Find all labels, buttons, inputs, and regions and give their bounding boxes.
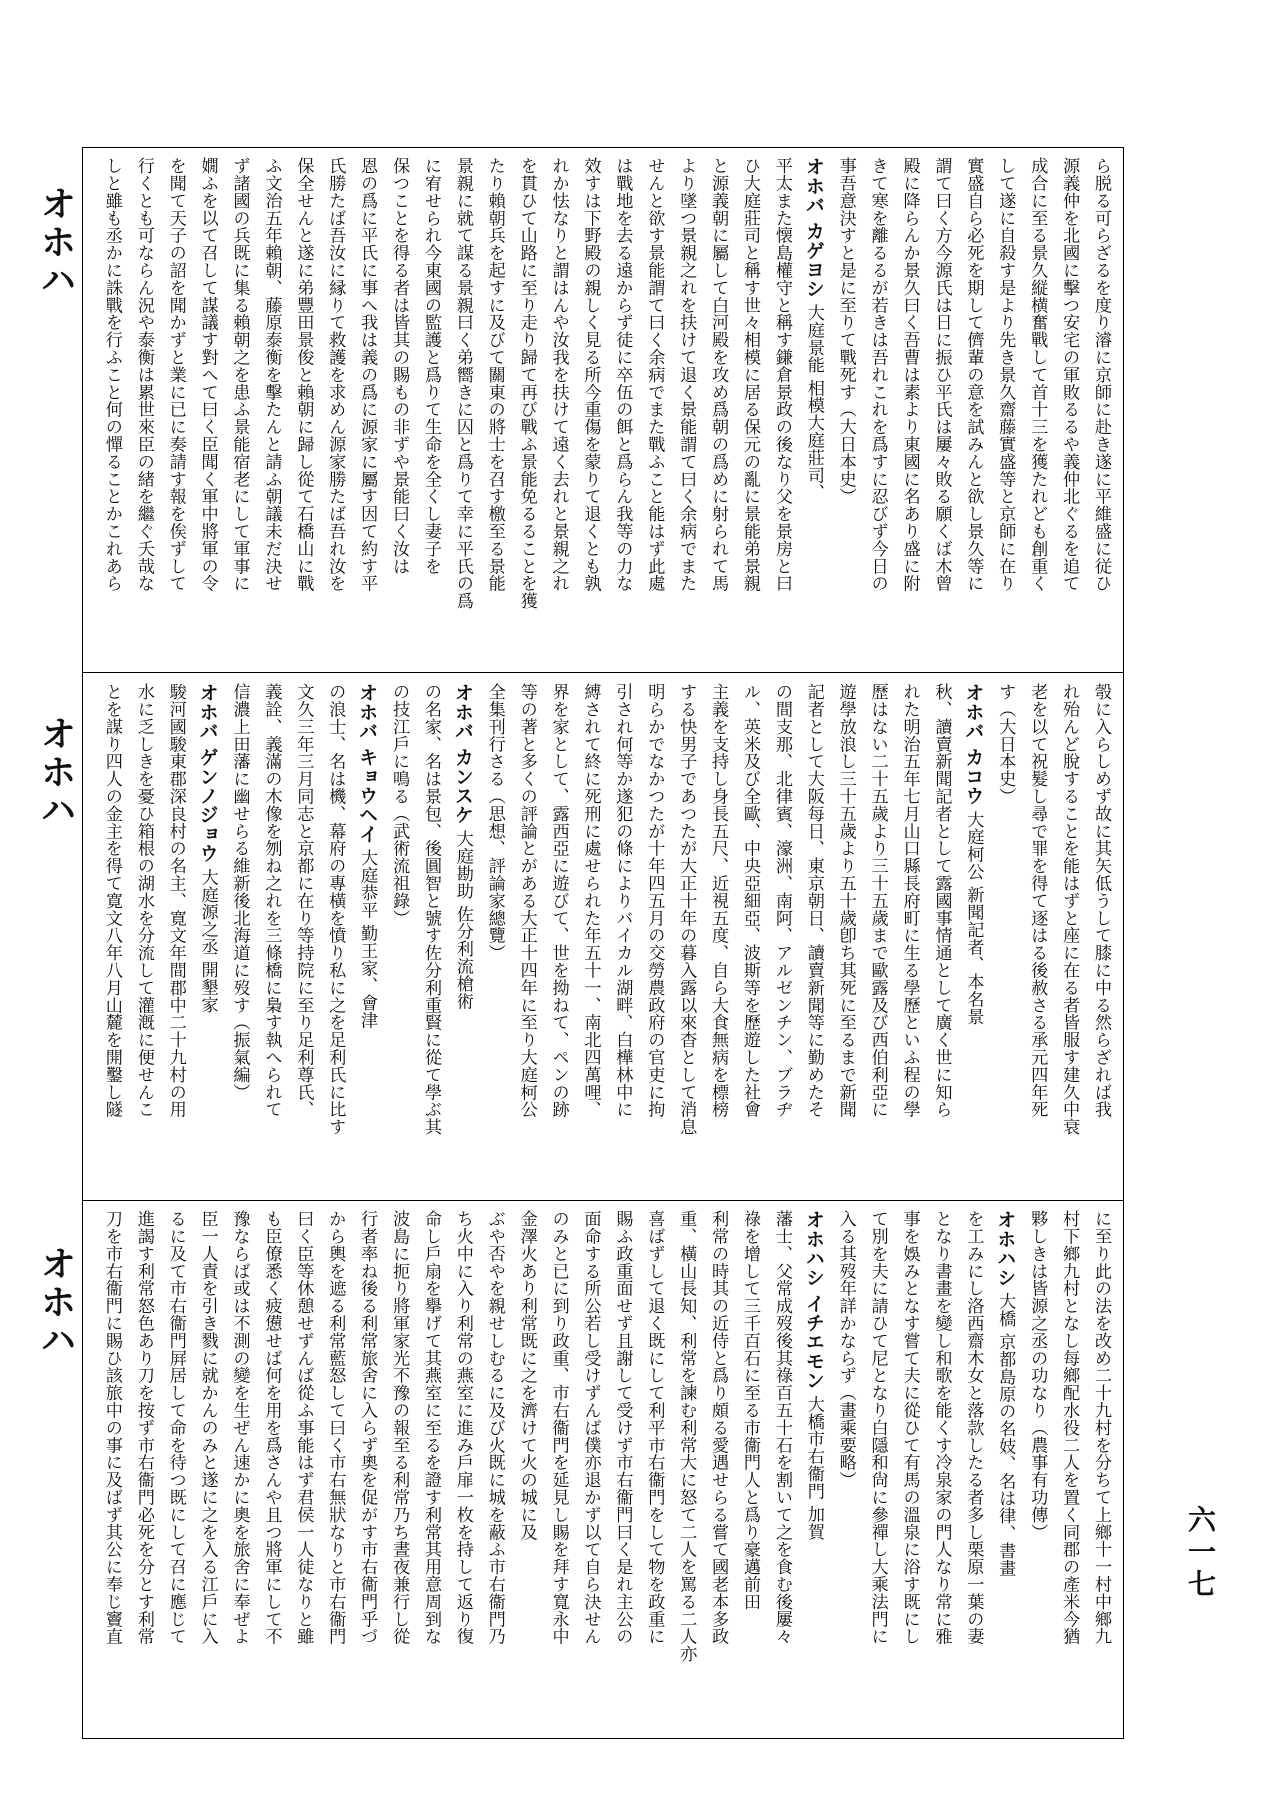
text-column: ひ大庭莊司と稱す世々相模に居る保元の亂に景能弟景親 <box>740 157 761 592</box>
text-column: るに及て市右衞門屛居して命を待つ既にして召に應じて <box>165 1210 186 1645</box>
running-header: オホハ <box>35 185 76 299</box>
text-column: す（大日本史） <box>995 683 1016 805</box>
text-tier-top <box>90 157 1116 664</box>
text-column: 殿に降らんか景久曰く吾曹は素より東國に名あり盛に附 <box>899 157 920 592</box>
text-column: 臣一人責を引き戮に就かんのみと遂に之を入る江戶に入 <box>197 1210 218 1645</box>
text-column: 界を家として、露西亞に遊びて、世を拗ねて、ペンの跡 <box>548 683 569 1118</box>
text-column: 文久三年三月同志と京都に在り等持院に至り足利尊氏、 <box>293 683 314 1118</box>
entry-heading: オホハシ イチエモン <box>802 1210 825 1390</box>
text-column: 景親に就て謀る景親曰く弟嚮きに囚と爲りて幸に平氏の爲 <box>452 157 473 610</box>
text-column: 恩の爲に平氏に事へ我は義の爲に源家に屬す因て約す平 <box>357 157 378 592</box>
text-column: の名家、名は景包、後圓智と號す佐分利重賢に從て學ぶ其 <box>420 683 441 1136</box>
text-column: 信濃上田藩に幽せらる維新後北海道に歿す（振氣編） <box>229 683 250 1101</box>
text-column: は戰地を去る遠からず徒に卒伍の餌と爲らん我等の力な <box>612 157 633 592</box>
text-column: オホバ ゲンノジョウ 大庭源之丞 開墾家 <box>196 683 219 1014</box>
text-column: 事吾意決すと是に至りて戰死す（大日本史） <box>835 157 856 505</box>
text-column: 藩士、父常成歿後其祿百五十石を割いて之を食む後屢々 <box>771 1210 792 1645</box>
text-column: しと雖も丞かに誅戰を行ふこと何の憚ることかこれあら <box>101 157 122 592</box>
entry-heading: オホハシ <box>994 1210 1017 1287</box>
text-column: れ殆んど脫することを能はずと座に在る者皆服す建久中衰 <box>1059 683 1080 1136</box>
text-column: 秋、讀賣新聞記者として露國事情通として廣く世に知ら <box>931 683 952 1118</box>
text-column: 曰く臣等休憩せずんば從ふ事能はず君侯一人徒なりと雖 <box>293 1210 314 1645</box>
text-column: 源義仲を北國に擊つ安宅の軍敗るるや義仲北ぐるを追て <box>1059 157 1080 592</box>
text-column: れた明治五年七月山口縣長府町に生る學歷といふ程の學 <box>899 683 920 1118</box>
text-column: と源義朝に屬して白河殿を攻め爲朝の爲めに射られて馬 <box>708 157 729 592</box>
text-column: より墜つ景親之れを扶けて退く景能謂て曰く余病でまた <box>676 157 697 592</box>
tier-divider <box>82 672 1124 673</box>
text-tier-middle <box>90 683 1116 1193</box>
text-column: 進謁す利常怒色あり刀を按ず市右衞門必死を分とす利常 <box>133 1210 154 1645</box>
text-column: 明らかでなかつたが十年四五月の交勞農政府の官吏に拘 <box>644 683 665 1118</box>
text-column: 主義を支持し身長五尺、近視五度、自ら大食無病を標榜 <box>708 683 729 1118</box>
text-column: 金澤火あり利常既に之を濟けて火の城に及 <box>516 1210 537 1541</box>
text-column: 喜ばずして退く既にして利平市右衞門をして物を政重に <box>644 1210 665 1645</box>
text-column: 水に乏しきを憂ひ箱根の湖水を分流して灌漑に便せんこ <box>133 683 154 1118</box>
text-column: 面命する所公若し受けずんば僕亦退かず以て自ら決せん <box>580 1210 601 1645</box>
text-column: オホバ カゲヨシ 大庭景能 相模大庭莊司、 <box>802 157 825 501</box>
text-column: から輿を遮る利常藍怒して曰く市右無狀なりと市右衞門 <box>325 1210 346 1645</box>
text-column: 行くとも可ならん況や泰衡は累世來臣の緒を繼ぐ夭哉な <box>133 157 154 592</box>
text-column: 謂て曰く方今源氏は日に振ひ平氏は屢々敗る願くば木曾 <box>931 157 952 592</box>
text-column: 賜ふ政重面せず且謝して受けず市右衞門曰く是れ主公の <box>612 1210 633 1645</box>
text-column: ち火中に入り利常の燕室に進み戶扉一枚を持して返り復 <box>452 1210 473 1645</box>
text-column: 駿河國駿東郡深良村の名主、寛文年間郡中二十九村の用 <box>165 683 186 1118</box>
text-column: ふ文治五年賴朝、藤原泰衡を擊たんと請ふ朝議未だ決せ <box>261 157 282 592</box>
text-column: 引され何等か遂犯の條によりバイカル湖畔、白樺林中に <box>612 683 633 1118</box>
text-column: 刀を市右衞門に賜ひ該旅中の事に及ばず其公に奉じ竇直 <box>101 1210 122 1645</box>
text-column: 成合に至る景久縦横奮戰して首十三を獲たれども創重く <box>1027 157 1048 592</box>
text-column: も臣僚悉く疲憊せば何を用を爲さんや且つ將軍にして不 <box>261 1210 282 1645</box>
text-column: 行者率ね後る利常旅舍に入らず奧を促がす市右衞門乎づ <box>357 1210 378 1645</box>
running-header: オホハ <box>35 1245 76 1359</box>
text-column: 彀に入らしめず故に其矢低うして膝に中る然らざれば我 <box>1091 683 1111 1118</box>
text-column: して遂に自殺す是より先き景久齋藤實盛等と京師に在り <box>995 157 1016 592</box>
text-column: 入る其歿年詳かならず（畫乘要略） <box>835 1210 856 1489</box>
entry-heading: オホバ キョウヘイ <box>356 683 379 844</box>
text-column: の浪士、名は機、幕府の專橫を憤り私に之を足利氏に比す <box>325 683 346 1136</box>
text-column: 等の著と多くの評論とがある大正十四年に至り大庭柯公 <box>516 683 537 1118</box>
text-column: 事を娛みとなす嘗て夫に從ひて有馬の溫泉に浴す既にし <box>899 1210 920 1645</box>
text-column: オホバ カコウ 大庭柯公 新聞記者、本名景 <box>962 683 985 1026</box>
text-column: 縛されて終に死刑に處せられた年五十一、南北四萬哩、 <box>580 683 601 1118</box>
text-column: オホハシ イチエモン 大橋市右衞門 加賀 <box>802 1210 825 1541</box>
text-column: 平太また懐島權守と稱す鎌倉景政の後なり父を景房と曰 <box>771 157 792 592</box>
text-column: 遊學放浪し三十五歲より五十歲卽ち其死に至るまで新聞 <box>835 683 856 1118</box>
text-column: 保全せんと遂に弟豐田景俊と賴朝に歸し從て石橋山に戰 <box>293 157 314 592</box>
text-column: 利常の時其の近侍と爲り頗る愛遇せらる嘗て國老本多政 <box>708 1210 729 1645</box>
text-column: に宥せられ今東國の監護と爲りて生命を全くし妻子を <box>420 157 441 575</box>
text-column: を聞て天子の詔を聞かずと業に已に奏請す報を俟ずして <box>165 157 186 592</box>
text-column: 命し戶扇を擧げて其燕室に至るを證す利常其用意周到な <box>420 1210 441 1645</box>
text-column: 義詮、義滿の木像を刎ね之れを三條橋に梟す執へられて <box>261 683 282 1118</box>
text-column: となり書畫を變し和歌を能くす冷泉家の門人なり常に雅 <box>931 1210 952 1645</box>
text-column: のみと已に到り政重、市右衞門を延見し賜を拜す寬永中 <box>548 1210 569 1645</box>
entry-heading: オホバ カゲヨシ <box>802 157 825 299</box>
entry-heading: オホバ カンスケ <box>451 683 474 825</box>
text-column: 記者として大阪每日、東京朝日、讀賣新聞等に勤めたそ <box>803 683 824 1118</box>
text-column: の間支那、北律賓、濠洲、南阿、アルゼンチン、ブラヂ <box>771 683 792 1118</box>
entry-heading: オホバ ゲンノジョウ <box>196 683 219 863</box>
text-column: ず諸國の兵既に集る賴朝之を患ふ景能宿老にして軍事に <box>229 157 250 592</box>
text-column: れか怯なりと謂はんや汝我を扶けて遠く去れと景親之れ <box>548 157 569 592</box>
text-column: する快男子であつたが大正十年の暮入露以來杳として消息 <box>676 683 697 1136</box>
text-column: 保つことを得る者は皆其の賜もの非ずや景能曰く汝は <box>389 157 410 575</box>
text-column: て別を夫に請ひて尼となり白隱和尙に參禪し大乘法門に <box>867 1210 888 1645</box>
tier-divider <box>82 1200 1124 1201</box>
text-column: とを謀り四人の金主を得て寛文八年八月山麓を開鑿し隧 <box>101 683 122 1118</box>
text-column: せんと欲す景能謂て曰く余病でまた戰ふこと能はず此處 <box>644 157 665 592</box>
text-column: 效すは下野殿の親しく見る所今重傷を蒙りて退くとも孰 <box>580 157 601 592</box>
text-column: ぶや否やを親せしむるに及び火既に城を蔽ふ市右衞門乃 <box>484 1210 505 1645</box>
text-column: 實盛自ら必死を期して儕輩の意を試みんと欲し景久等に <box>963 157 984 592</box>
text-column: オホバ キョウヘイ 大庭恭平 勤王家、會津 <box>356 683 379 1029</box>
entry-heading: オホバ カコウ <box>962 683 985 806</box>
text-column: オホバ カンスケ 大庭勘助 佐分利流槍術 <box>451 683 474 1010</box>
text-column: を貫ひて山路に至り走り歸て再び戰ふ景能免るることを獲 <box>516 157 537 610</box>
text-column: たり賴朝兵を起すに及びて關東の將士を召す檄至る景能 <box>484 157 505 592</box>
text-column: の技江戶に鳴る（武術流祖錄） <box>389 683 410 927</box>
text-column: きて寒を離るるが若きは吾れこれを爲すに忍びず今日の <box>867 157 888 592</box>
text-column: 氏勝たば吾汝に縁りて救護を求めん源家勝たば吾れ汝を <box>325 157 346 592</box>
text-column: ル、英米及び全歐、中央亞細亞、波斯等を歷遊した社會 <box>740 683 761 1118</box>
text-column: ら脱る可らざるを度り濬に京師に赴き遂に平維盛に従ひ <box>1091 157 1111 592</box>
text-column: 豫ならば或は不測の變を生ぜん速かに奧を旅舍に奉ぜよ <box>229 1210 250 1645</box>
text-column: 波島に扼り將軍家光不豫の報至る利常乃ち晝夜兼行し從 <box>389 1210 410 1645</box>
text-column: 祿を增して三千百石に至る市衞門人と爲り豪邁前田 <box>740 1210 761 1611</box>
text-column: 重、橫山長知、利常を諫む利常大に怒て二人を罵る二人亦 <box>676 1210 697 1663</box>
running-header: オホハ <box>35 715 76 829</box>
text-column: 夥しきは皆源之丞の功なり（農事有功傳） <box>1027 1210 1048 1541</box>
text-tier-bottom <box>90 1210 1116 1730</box>
text-column: に至り此の法を改め二十九村を分ちて上鄉十一村中鄉九 <box>1091 1210 1111 1645</box>
text-column: 嫺ふを以て召して謀議す對へて曰く臣聞く軍中將軍の令 <box>197 157 218 592</box>
text-column: 歷はない二十五歲より三十五歲まで歐露及び西伯利亞に <box>867 683 888 1118</box>
text-column: を工みにし洛西齋木女と落款したる者多し栗原一葉の妻 <box>963 1210 984 1645</box>
page-number: 六一七 <box>1184 1505 1217 1601</box>
text-column: 老を以て祝髮し尋で罪を得て逐はる後赦さる承元四年死 <box>1027 683 1048 1118</box>
text-column: 全集刊行さる（思想、評論家總覽） <box>484 683 505 962</box>
text-column: オホハシ 大橋 京都島原の名妓、名は律、書畫 <box>994 1210 1017 1577</box>
text-column: 村下鄉九村となし每鄉配水役二人を置く同郡の產米今猶 <box>1059 1210 1080 1645</box>
